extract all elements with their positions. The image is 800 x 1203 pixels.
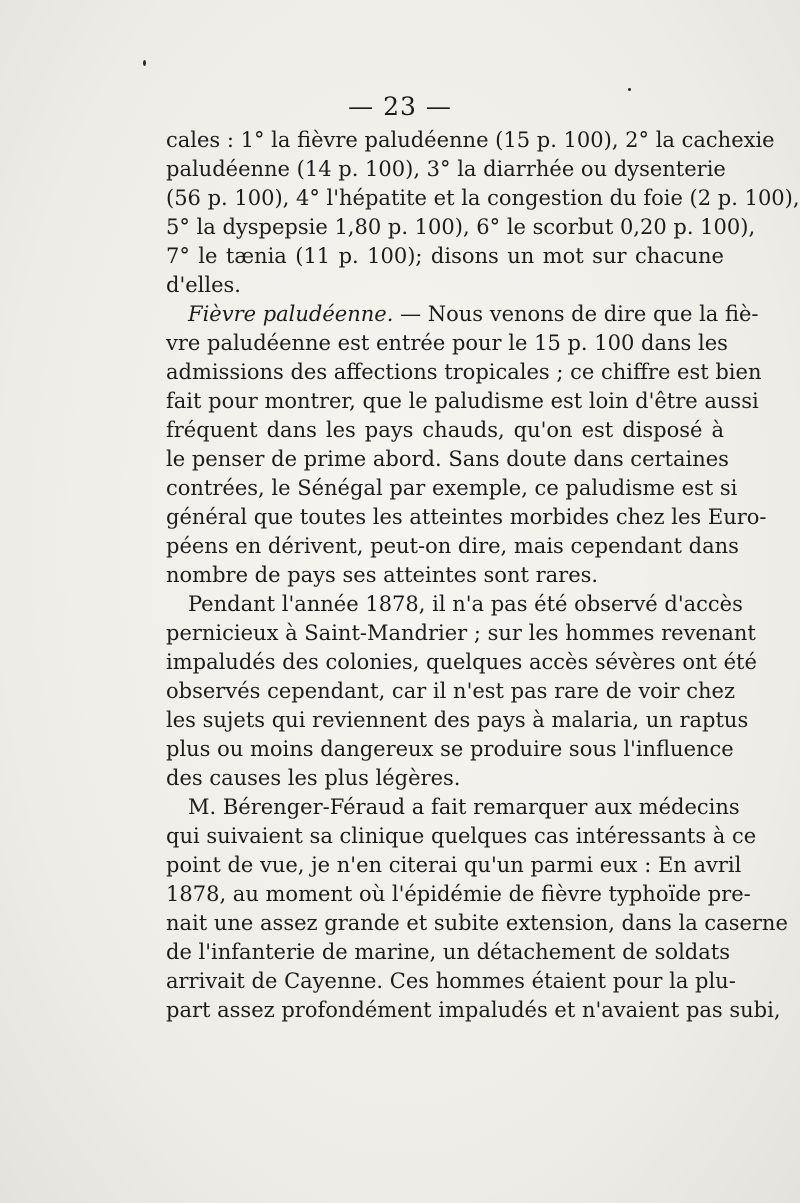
text-line: admissions des affections tropicales ; ce chiffre est bien <box>166 360 762 384</box>
text-line: 5° la dyspepsie 1,80 p. 100), 6° le scorbut 0,20 p. 100), <box>166 215 756 239</box>
text-line: impaludés des colonies, quelques accès sévères ont été <box>166 650 757 674</box>
text-line: observés cependant, car il n'est pas rare de voir chez <box>166 679 736 703</box>
text-line: contrées, le Sénégal par exemple, ce paludisme est si <box>166 476 738 500</box>
text-line: de l'infanterie de marine, un détachement de soldats <box>166 940 730 964</box>
text-line: fait pour montrer, que le paludisme est loin d'être aussi <box>166 389 759 413</box>
text-line: des causes les plus légères. <box>166 766 461 790</box>
ink-speck <box>628 88 631 91</box>
text-line: part assez profondément impaludés et n'avaient pas subi, <box>166 998 781 1022</box>
text-line: paludéenne (14 p. 100), 3° la diarrhée ou dysenterie <box>166 157 726 181</box>
text-line: nombre de pays ses atteintes sont rares. <box>166 563 599 587</box>
text-line: vre paludéenne est entrée pour le 15 p. 100 dans les <box>166 331 728 355</box>
text-line <box>166 300 759 329</box>
text-line: 7° le tænia (11 p. 100); disons un mot sur chacune <box>166 244 724 268</box>
text-line: plus ou moins dangereux se produire sous l'influence <box>166 737 734 761</box>
text-line: le penser de prime abord. Sans doute dans certaines <box>166 447 729 471</box>
text-line: péens en dérivent, peut-on dire, mais cependant dans <box>166 534 739 558</box>
ink-speck <box>143 60 146 66</box>
body-text <box>166 126 800 1025</box>
text-line: fréquent dans les pays chauds, qu'on est disposé à <box>166 418 724 442</box>
text-line: 1878, au moment où l'épidémie de fièvre typhoïde pre- <box>166 882 751 906</box>
text-line: nait une assez grande et subite extension, dans la caserne <box>166 911 788 935</box>
text-line: pernicieux à Saint-Mandrier ; sur les hommes revenant <box>166 621 756 645</box>
page-number: — 23 — <box>348 92 452 121</box>
text-line: (56 p. 100), 4° l'hépatite et la congestion du foie (2 p. 100), <box>166 186 800 210</box>
text-line: point de vue, je n'en citerai qu'un parmi eux : En avril <box>166 853 742 877</box>
text-line: les sujets qui reviennent des pays à malaria, un raptus <box>166 708 749 732</box>
text-line: Pendant l'année 1878, il n'a pas été observé d'accès <box>188 592 743 616</box>
text-line: d'elles. <box>166 273 241 297</box>
text-line: général que toutes les atteintes morbides chez les Euro- <box>166 505 767 529</box>
text-line: M. Bérenger-Féraud a fait remarquer aux médecins <box>188 795 740 819</box>
text-line: cales : 1° la fièvre paludéenne (15 p. 100), 2° la cachexie <box>166 128 775 152</box>
text-line: qui suivaient sa clinique quelques cas intéressants à ce <box>166 824 757 848</box>
text-line-content: — Nous venons de dire que la fiè- <box>393 302 759 326</box>
section-heading: Fièvre paludéenne. <box>188 302 394 326</box>
text-line: arrivait de Cayenne. Ces hommes étaient pour la plu- <box>166 969 736 993</box>
